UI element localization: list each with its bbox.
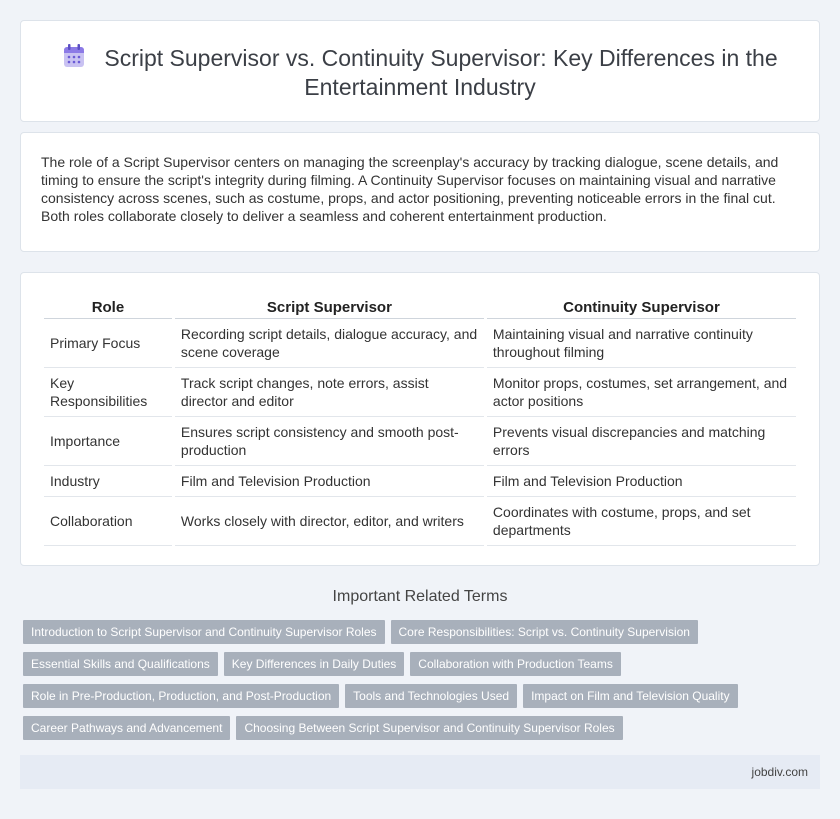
column-header-role: Role — [44, 297, 172, 319]
table-row — [44, 417, 796, 466]
page-title-wrapper — [51, 43, 789, 102]
column-header-continuity-supervisor: Continuity Supervisor — [487, 297, 796, 319]
table-row — [44, 319, 796, 368]
related-term-tag[interactable]: Choosing Between Script Supervisor and Continuity Supervisor Roles — [236, 716, 622, 740]
related-term-tag[interactable]: Collaboration with Production Teams — [410, 652, 621, 676]
table-cell-continuity: Maintaining visual and narrative continuity throughout filming — [487, 319, 796, 368]
table-row — [44, 466, 796, 497]
related-term-tag[interactable]: Core Responsibilities: Script vs. Continuity Supervision — [391, 620, 698, 644]
table-cell-role: Importance — [44, 417, 172, 466]
table-cell-continuity: Film and Television Production — [487, 466, 796, 497]
comparison-card — [20, 272, 820, 566]
page-title: Script Supervisor vs. Continuity Supervisor: Key Differences in the Entertainment Industry — [104, 45, 778, 100]
column-header-script-supervisor: Script Supervisor — [175, 297, 484, 319]
intro-card — [20, 132, 820, 252]
intro-paragraph: The role of a Script Supervisor centers on managing the screenplay's accuracy by tracking dialogue, scene details, and timing to ensure the script's integrity during filming. A Continuity Supervisor focuses on maintaining visual and narrative consistency across scenes, such as costume, props, and actor positioning, preventing noticeable errors in the final cut. Both roles collaborate closely to deliver a seamless and coherent entertainment production. — [41, 154, 779, 224]
related-term-tag[interactable]: Career Pathways and Advancement — [23, 716, 230, 740]
table-header-row — [44, 297, 796, 319]
table-row — [44, 368, 796, 417]
table-cell-script: Recording script details, dialogue accuracy, and scene coverage — [175, 319, 484, 368]
related-term-tag[interactable]: Role in Pre-Production, Production, and Post-Production — [23, 684, 339, 708]
footer-site-link[interactable]: jobdiv.com — [751, 765, 808, 779]
calendar-icon — [62, 43, 86, 69]
table-cell-continuity: Monitor props, costumes, set arrangement, and actor positions — [487, 368, 796, 417]
table-cell-role: Collaboration — [44, 497, 172, 546]
related-term-tag[interactable]: Tools and Technologies Used — [345, 684, 517, 708]
table-cell-role: Key Responsibilities — [44, 368, 172, 417]
related-term-tag[interactable]: Introduction to Script Supervisor and Continuity Supervisor Roles — [23, 620, 385, 644]
header-card — [20, 20, 820, 122]
related-terms-list — [23, 620, 823, 748]
footer — [20, 755, 820, 789]
tag-row — [23, 716, 823, 748]
tag-row — [23, 620, 823, 652]
tag-row — [23, 684, 823, 716]
table-cell-script: Track script changes, note errors, assist director and editor — [175, 368, 484, 417]
table-cell-script: Works closely with director, editor, and writers — [175, 497, 484, 546]
related-term-tag[interactable]: Impact on Film and Television Quality — [523, 684, 738, 708]
table-cell-script: Film and Television Production — [175, 466, 484, 497]
tag-row — [23, 652, 823, 684]
table-row — [44, 497, 796, 546]
table-cell-role: Primary Focus — [44, 319, 172, 368]
table-cell-role: Industry — [44, 466, 172, 497]
related-term-tag[interactable]: Key Differences in Daily Duties — [224, 652, 405, 676]
related-terms-heading: Important Related Terms — [332, 588, 508, 605]
table-cell-continuity: Coordinates with costume, props, and set departments — [487, 497, 796, 546]
table-cell-script: Ensures script consistency and smooth post-production — [175, 417, 484, 466]
comparison-table — [41, 297, 799, 546]
table-cell-continuity: Prevents visual discrepancies and matching errors — [487, 417, 796, 466]
related-term-tag[interactable]: Essential Skills and Qualifications — [23, 652, 218, 676]
